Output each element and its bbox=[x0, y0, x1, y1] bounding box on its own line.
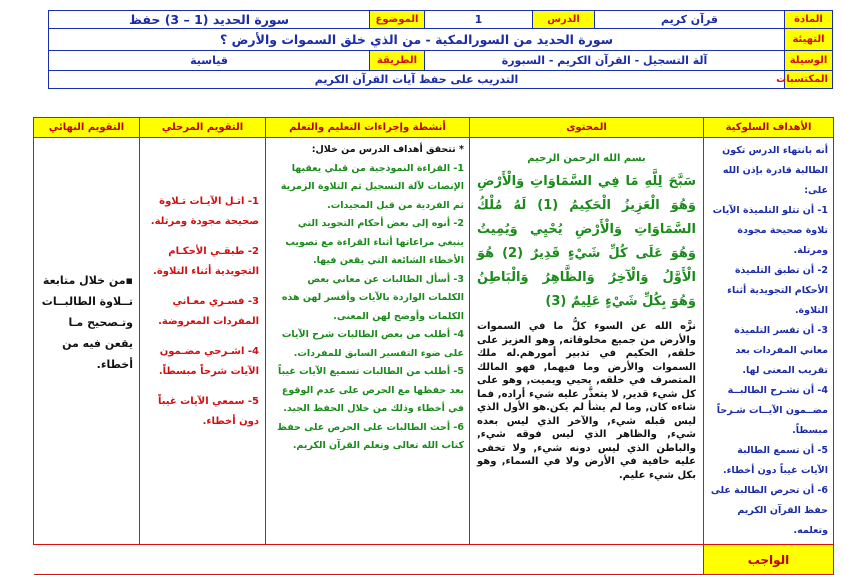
stage-eval-item: 4- اشـرحي مضـمون الآيات شرحاً مبسطاً. bbox=[158, 346, 259, 377]
method-value: قياسية bbox=[49, 51, 370, 71]
objective-item: 1- أن تتلو التلميذة الآيات تلاوة صحيحة مجودة ومرتلة. bbox=[712, 205, 828, 256]
stage-eval-header: التقويم المرحلي bbox=[140, 118, 266, 138]
activities-intro: * تتحقق أهداف الدرس من خلال: bbox=[311, 144, 464, 155]
quran-verses: سَبَّحَ لِلَّهِ مَا فِي السَّمَاوَاتِ وَالْأَرْضِ وَهُوَ الْعَزِيزُ الْحَكِيمُ (1) لَهُ مُلْكُ السَّمَاوَاتِ وَالْأَرْضِ يُحْيِي وَيُمِيتُ وَهُوَ عَلَى كُلِّ شَيْءٍ قَدِيرٌ (2) هُوَ الْأَوَّلُ وَالْآخِرُ وَالظَّاهِرُ وَالْبَاطِنُ وَهُوَ بِكُلِّ شَيْءٍ عَلِيمٌ (3) bbox=[477, 174, 697, 309]
outcomes-label: المكتسبات bbox=[785, 71, 833, 89]
content-header: المحتوى bbox=[470, 118, 704, 138]
activity-item: 6- أحث الطالبات على الحرص على حفظ كتاب الله تعالى وتعلم القرآن الكريم. bbox=[277, 421, 464, 451]
intro-label: التهيئة bbox=[785, 29, 833, 51]
means-value: آلة التسجيل - القرآن الكريم - السبورة bbox=[425, 51, 785, 71]
topic-label: الموضوع bbox=[370, 11, 425, 29]
basmala: بسم الله الرحمن الرحيم bbox=[527, 153, 646, 164]
stage-eval-item: 3- فسـري معـاني المفردات المعروضة. bbox=[158, 296, 259, 327]
stage-eval-cell bbox=[140, 138, 266, 545]
activity-item: 3- أسأل الطالبات عن معاني بعض الكلمات الواردة بالآيات وأفسر لهن هذه الكلمات وأوضح لهن المعنى. bbox=[281, 273, 464, 322]
final-eval-text: ▪من خلال متابعة تــلاوة الطالبــات وتـصحيح مـا يقعن فيه من أخطاء. bbox=[41, 274, 133, 371]
stage-eval-item: 1- اتـل الآيـات تـلاوة صحيحة مجودة ومرتلة. bbox=[150, 196, 259, 227]
objective-item: 4- أن تشـرح الطالبــة مضــمون الآيــات شـرحاً مبسطاً. bbox=[716, 385, 828, 436]
tafsir-text: نزَّه الله عن السوء كلُّ ما في السموات والأرض من جميع مخلوقاته, وهو العزيز على خلقه, الحكيم في تدبير أمورهم.له ملك السموات والأرض وما فيهما, فهو المالك المتصرف في خلقه, يحيي ويميت, وهو على كل شيء قدير, لا يتعذَّر عليه شيء أراده, فما شاءه كان, وما لم يشأ لم يكن.هو الأول الذي ليس قبله شيء, والآخر الذي ليس بعده شيء, والظاهر الذي ليس فوقه شيء, والباطن الذي ليس دونه شيء, ولا تخفى عليه خافية في الأرض ولا في السماء, وهو بكل شيء عليم. bbox=[477, 321, 696, 481]
activity-item: 1- القراءة النموذجية من قبلي يعقبها الإنصات لآلة التسجيل ثم التلاوة الزمرية ثم الفردية من قبل المجيدات. bbox=[280, 162, 464, 211]
intro-value: سورة الحديد من السورالمكية - من الذي خلق السموات والأرض ؟ bbox=[49, 29, 785, 51]
objective-item: 5- أن تسمع الطالبة الآيات غيباً دون أخطاء. bbox=[722, 445, 828, 476]
objectives-header: الأهداف السلوكية bbox=[704, 118, 834, 138]
lesson-value: 1 bbox=[425, 11, 533, 29]
lesson-label: الدرس bbox=[533, 11, 595, 29]
final-eval-cell bbox=[34, 138, 140, 545]
stage-eval-item: 5- سمعي الآيات غيباً دون أخطاء. bbox=[157, 396, 259, 427]
stage-eval-item: 2- طبقـي الأحكـام التجويدية أثناء التلاوة. bbox=[153, 246, 259, 277]
objectives-intro: أنه بانتهاء الدرس تكون الطالبة قادرة بإذن الله على: bbox=[722, 145, 828, 196]
activity-item: 5- أطلب من الطالبات تسميع الآيات غيباً بعد حفظها مع الحرص على عدم الوقوع في أخطاء وذلك من خلال الحفظ الجيد. bbox=[278, 366, 464, 414]
objective-item: 2- أن تطبق التلميذة الأحكام التجويدية أثناء التلاوة. bbox=[727, 265, 828, 316]
content-cell bbox=[470, 138, 704, 545]
subject-value: قرآن كريم bbox=[595, 11, 785, 29]
final-eval-header: التقويم النهائي bbox=[34, 118, 140, 138]
homework-value bbox=[34, 545, 704, 575]
homework-label: الواجب bbox=[704, 545, 834, 575]
objective-item: 6- أن تحرص الطالبة على حفظ القرآن الكريم وتعلمه. bbox=[710, 485, 828, 536]
objectives-cell bbox=[704, 138, 834, 545]
lesson-plan-table bbox=[33, 117, 834, 575]
activities-header: أنشطة وإجراءات التعليم والتعلم bbox=[266, 118, 470, 138]
objective-item: 3- أن تفسر التلميذة معاني المفردات بعد تقريب المعنى لها. bbox=[734, 325, 828, 376]
means-label: الوسيلة bbox=[785, 51, 833, 71]
activity-item: 2- أنوه إلى بعض أحكام التجويد التي ينبغي مراعاتها أثناء القراءة مع تصويب الأخطاء الشائعة التي يقعن فيها. bbox=[285, 218, 464, 266]
lesson-info-table bbox=[48, 10, 833, 89]
outcomes-value: التدريب على حفظ آيات القرآن الكريم bbox=[49, 71, 785, 89]
topic-value: سورة الحديد (1 – 3) حفظ bbox=[49, 11, 370, 29]
subject-label: المادة bbox=[785, 11, 833, 29]
activities-cell bbox=[266, 138, 470, 545]
activity-item: 4- أطلب من بعض الطالبات شرح الآيات على ضوء التفسير السابق للمفردات. bbox=[281, 329, 464, 359]
method-label: الطريقة bbox=[370, 51, 425, 71]
